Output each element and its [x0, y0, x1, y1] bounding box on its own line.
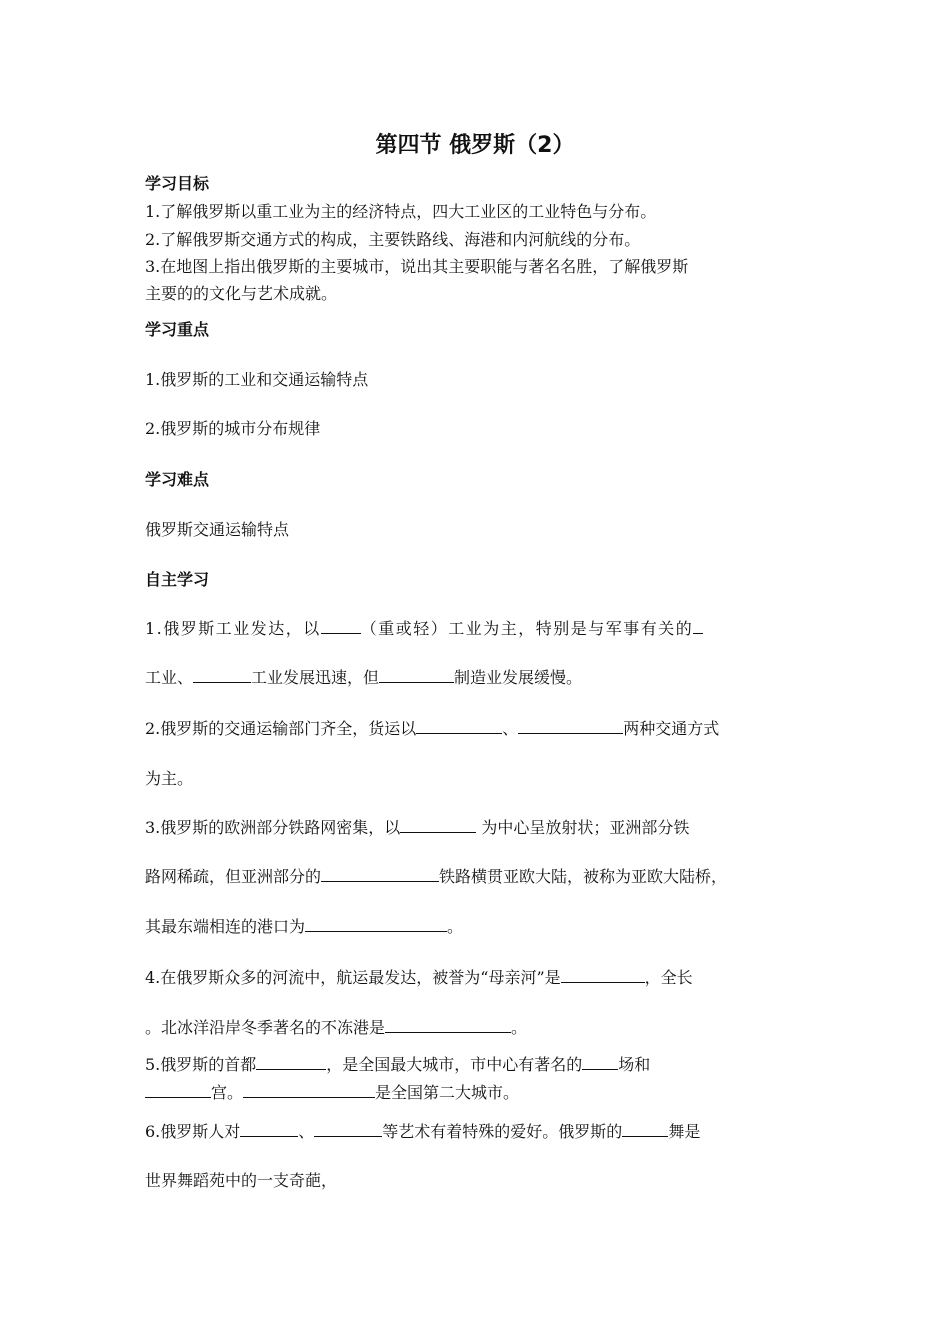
question-1-line-1: 1.俄罗斯工业发达，以 （重或轻）工业为主，特别是与军事有关的	[145, 616, 703, 639]
difficulty-item: 俄罗斯交通运输特点	[145, 520, 290, 539]
fill-blank[interactable]	[321, 616, 361, 634]
fill-blank[interactable]	[693, 616, 703, 634]
objective-line: 主要的的文化与艺术成就。	[145, 284, 338, 303]
fill-blank[interactable]	[379, 665, 454, 683]
fill-blank[interactable]	[518, 716, 623, 734]
question-3-line-1: 3.俄罗斯的欧洲部分铁路网密集，以 为中心呈放射状；亚洲部分铁	[145, 815, 689, 838]
fill-blank[interactable]	[416, 716, 502, 734]
question-3-line-2: 路网稀疏，但亚洲部分的 铁路横贯亚欧大陆，被称为亚欧大陆桥，	[145, 864, 727, 887]
question-2-line-2: 为主。	[145, 769, 194, 788]
objective-line: 1.了解俄罗斯以重工业为主的经济特点，四大工业区的工业特色与分布。	[145, 202, 657, 221]
difficulties-heading: 学习难点	[145, 470, 210, 489]
fill-blank[interactable]	[321, 864, 439, 882]
fill-blank[interactable]	[582, 1052, 618, 1070]
fill-blank[interactable]	[240, 1119, 298, 1137]
fill-blank[interactable]	[145, 1080, 211, 1098]
objectives-heading: 学习目标	[145, 174, 210, 193]
question-2-line-1: 2.俄罗斯的交通运输部门齐全，货运以 、 两种交通方式	[145, 716, 719, 739]
key-point-item: 1.俄罗斯的工业和交通运输特点	[145, 370, 369, 389]
objective-line: 3.在地图上指出俄罗斯的主要城市，说出其主要职能与著名名胜，了解俄罗斯	[145, 257, 689, 276]
fill-blank[interactable]	[561, 965, 645, 983]
self-study-heading: 自主学习	[145, 570, 210, 589]
question-4-line-1: 4.在俄罗斯众多的河流中，航运最发达，被誉为“母亲河”是 ，全长	[145, 965, 693, 988]
question-6-line-2: 世界舞蹈苑中的一支奇葩，	[145, 1171, 338, 1190]
objective-line: 2.了解俄罗斯交通方式的构成，主要铁路线、海港和内河航线的分布。	[145, 230, 641, 249]
fill-blank[interactable]	[400, 815, 476, 833]
fill-blank[interactable]	[314, 1119, 382, 1137]
fill-blank[interactable]	[622, 1119, 668, 1137]
fill-blank[interactable]	[385, 1015, 511, 1033]
question-4-line-2: 。北冰洋沿岸冬季著名的不冻港是 。	[145, 1015, 527, 1038]
fill-blank[interactable]	[193, 665, 251, 683]
question-3-line-3: 其最东端相连的港口为 。	[145, 914, 463, 937]
page-title: 第四节 俄罗斯（2）	[375, 133, 575, 158]
key-point-item: 2.俄罗斯的城市分布规律	[145, 419, 321, 438]
question-6-line-1: 6.俄罗斯人对 、 等艺术有着特殊的爱好。俄罗斯的 舞是	[145, 1119, 700, 1142]
fill-blank[interactable]	[305, 914, 447, 932]
fill-blank[interactable]	[256, 1052, 326, 1070]
question-5-line-2: 宫。 是全国第二大城市。	[145, 1080, 519, 1103]
key-points-heading: 学习重点	[145, 320, 210, 339]
question-1-line-2: 工业、 工业发展迅速，但 制造业发展缓慢。	[145, 665, 582, 688]
fill-blank[interactable]	[243, 1080, 375, 1098]
question-5-line-1: 5.俄罗斯的首都 ，是全国最大城市，市中心有著名的 场和	[145, 1052, 650, 1075]
